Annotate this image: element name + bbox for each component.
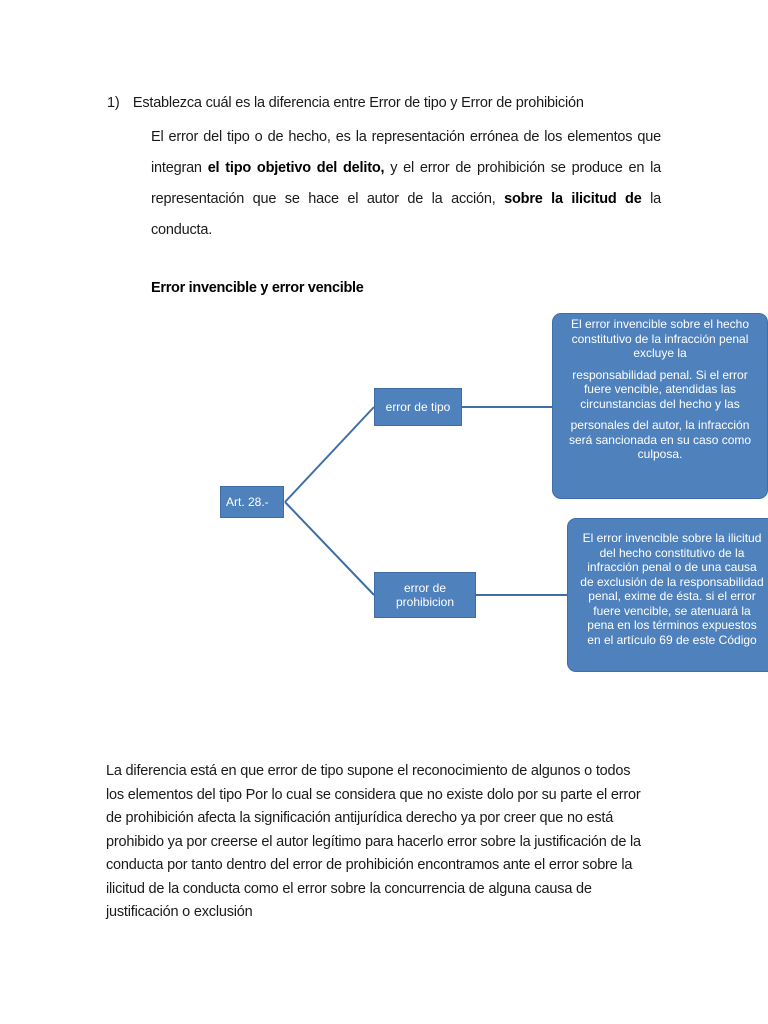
diagram-leaf-error-tipo xyxy=(552,313,768,499)
diagram-node-error-tipo xyxy=(374,388,462,426)
leaf-prohibicion-line: infracción penal o de una causa xyxy=(587,560,757,574)
conclusion-line: conducta por tanto dentro del error de prohibición encontramos ante el error sobre la xyxy=(106,857,633,873)
definition-bold-1: el tipo objetivo del delito, xyxy=(207,160,385,176)
question-number: 1) xyxy=(107,95,120,111)
diagram-root-node xyxy=(220,486,284,518)
conclusion-line: justificación o exclusión xyxy=(106,904,253,920)
node-tipo-label: error de tipo xyxy=(385,400,451,414)
leaf-prohibicion-line: del hecho constitutivo de la xyxy=(599,545,745,560)
leaf-prohibicion-line: pena en los términos expuestos xyxy=(587,618,757,632)
connector-root-prohibicion xyxy=(285,502,374,595)
leaf-prohibicion-line: penal, exime de ésta. si el error xyxy=(588,589,756,603)
connector-root-tipo xyxy=(285,407,374,502)
leaf-tipo-line: excluye la xyxy=(633,346,687,360)
leaf-prohibicion-line: de exclusión de la responsabilidad xyxy=(580,574,764,589)
conclusion-line: La diferencia está en que error de tipo supone el reconocimiento de algunos o todos xyxy=(106,763,631,779)
definition-bold-2: sobre la ilicitud de xyxy=(504,191,642,207)
leaf-tipo-line: El error invencible sobre el hecho xyxy=(570,317,750,331)
leaf-tipo-line: circunstancias del hecho y las xyxy=(580,396,740,411)
leaf-prohibicion-line: fuere vencible, se atenuará la xyxy=(593,603,751,618)
leaf-tipo-line: culposa. xyxy=(637,447,683,461)
definition-text-3: la conducta. xyxy=(151,191,661,238)
definition-text-2: y el error de prohibición se produce en la representación que se hace el autor de la acción, xyxy=(151,160,661,207)
diagram-leaf-error-prohibicion xyxy=(567,518,768,672)
question-text: Establezca cuál es la diferencia entre Error de tipo y Error de prohibición xyxy=(132,95,584,111)
node-prohibicion-label-1: error de xyxy=(403,581,446,595)
leaf-tipo-line: fuere vencible, atendidas las xyxy=(583,382,737,396)
leaf-tipo-line: será sancionada en su caso como xyxy=(568,432,752,447)
diagram-node-error-prohibicion xyxy=(374,572,476,618)
section-subheading: Error invencible y error vencible xyxy=(151,280,364,296)
conclusion-paragraph xyxy=(106,760,666,925)
leaf-prohibicion-line: El error invencible sobre la ilicitud xyxy=(582,531,762,545)
conclusion-line: prohibido ya por creerse el autor legítimo para hacerlo error sobre la justificación de la xyxy=(106,833,641,850)
conclusion-line: los elementos del tipo Por lo cual se considera que no existe dolo por su parte el error xyxy=(106,786,641,803)
leaf-tipo-line: personales del autor, la infracción xyxy=(570,418,750,432)
node-prohibicion-label-2: prohibicion xyxy=(395,595,455,609)
leaf-tipo-line: constitutivo de la infracción penal xyxy=(571,331,749,346)
definition-text-1: El error del tipo o de hecho, es la representación errónea de los elementos que integran xyxy=(151,129,661,176)
root-label: Art. 28.- xyxy=(226,495,269,509)
conclusion-line: ilicitud de la conducta como el error sobre la concurrencia de alguna causa de xyxy=(106,880,592,897)
conclusion-line: de prohibición afecta la significación antijurídica derecho ya por creer que no está xyxy=(106,810,614,826)
leaf-tipo-line: responsabilidad penal. Si el error xyxy=(572,367,748,382)
leaf-prohibicion-line: en el artículo 69 de este Código xyxy=(587,632,757,647)
